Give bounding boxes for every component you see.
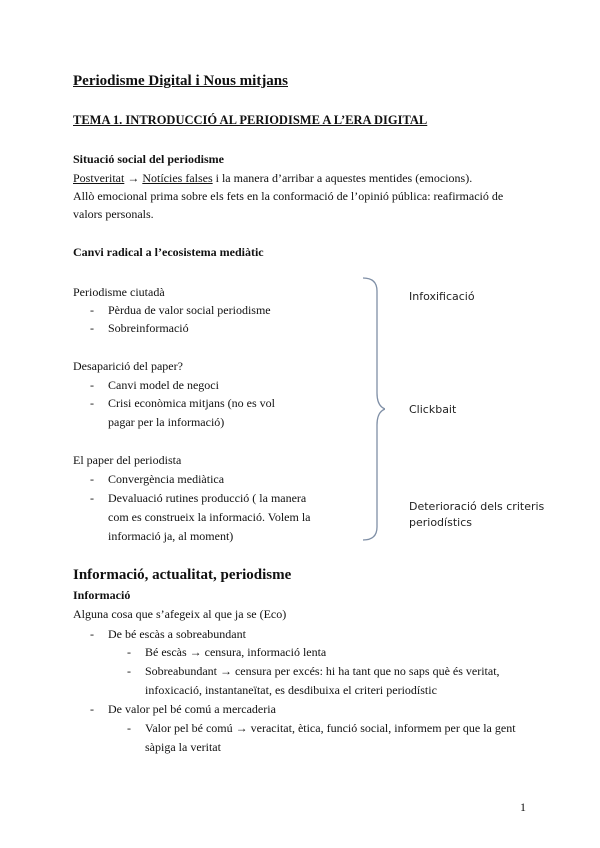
situacio-line-2: Allò emocional prima sobre els fets en la conformació de l’opinió pública: reafirmació de xyxy=(73,189,504,203)
informacio-main-heading: Informació, actualitat, periodisme xyxy=(73,567,292,583)
group1-title: Periodisme ciutadà xyxy=(73,285,165,299)
situacio-heading: Situació social del periodisme xyxy=(73,152,224,166)
bullet-dash: - xyxy=(90,491,94,505)
informacio-subheading: Informació xyxy=(73,588,131,602)
page-number: 1 xyxy=(520,800,526,814)
group3-item-2: Devaluació rutines producció ( la manera xyxy=(108,491,307,505)
side-note-infoxificacio: Infoxificació xyxy=(409,290,475,303)
group2-item-2-cont: pagar per la informació) xyxy=(108,415,225,429)
group3-item-2-cont: informació ja, al moment) xyxy=(108,529,234,543)
informacio-item-2: De valor pel bé comú a mercaderia xyxy=(108,702,276,716)
tema-heading: TEMA 1. INTRODUCCIÓ AL PERIODISME A L’ERA DIGITAL xyxy=(73,113,428,127)
canvi-heading: Canvi radical a l’ecosistema mediàtic xyxy=(73,245,264,259)
group3-item-1: Convergència mediàtica xyxy=(108,472,225,486)
situacio-line-3: valors personals. xyxy=(73,207,154,221)
bullet-dash: - xyxy=(90,321,94,335)
group2-item-2: Crisi econòmica mitjans (no es vol xyxy=(108,396,275,410)
side-note-deterioracio: Deterioració dels criteris xyxy=(409,500,545,513)
arrow-text: → xyxy=(124,171,143,185)
informacio-item-1: De bé escàs a sobreabundant xyxy=(108,627,246,641)
group1-item-1: Pèrdua de valor social periodisme xyxy=(108,303,271,317)
bullet-dash: - xyxy=(90,472,94,486)
curly-brace-icon xyxy=(355,275,385,545)
bullet-dash: - xyxy=(90,627,94,641)
bullet-dash: - xyxy=(90,396,94,410)
group3-item-2-cont: com es construeix la informació. Volem la xyxy=(108,510,311,524)
informacio-item-2-sub-1-cont: sàpiga la veritat xyxy=(145,740,221,754)
document-title: Periodisme Digital i Nous mitjans xyxy=(73,73,288,89)
informacio-item-1-sub-1: Bé escàs → censura, informació lenta xyxy=(145,645,327,659)
group2-item-1: Canvi model de negoci xyxy=(108,378,219,392)
informacio-item-1-sub-2-cont: infoxicació, instantaneïtat, es desdibuixa el criteri periodístic xyxy=(145,683,437,697)
noticies-falses-text: Notícies falses xyxy=(142,171,213,185)
group1-item-2: Sobreinformació xyxy=(108,321,189,335)
group3-title: El paper del periodista xyxy=(73,453,182,467)
side-note-periodistics: periodístics xyxy=(409,516,472,529)
bullet-dash: - xyxy=(90,303,94,317)
informacio-item-1-sub-2: Sobreabundant → censura per excés: hi ha tant que no saps què és veritat, xyxy=(145,664,500,678)
postveritat-text: Postveritat xyxy=(73,171,125,185)
situacio-line-1 xyxy=(73,171,472,186)
informacio-intro: Alguna cosa que s’afegeix al que ja se (Eco) xyxy=(73,607,287,621)
side-note-clickbait: Clickbait xyxy=(409,403,457,416)
bullet-dash: - xyxy=(127,721,131,735)
bullet-dash: - xyxy=(127,645,131,659)
bullet-dash: - xyxy=(127,664,131,678)
informacio-item-2-sub-1: Valor pel bé comú → veracitat, ètica, funció social, informem per que la gent xyxy=(145,721,516,735)
bullet-dash: - xyxy=(90,702,94,716)
bullet-dash: - xyxy=(90,378,94,392)
group2-title: Desaparició del paper? xyxy=(73,359,183,373)
situacio-line-1-rest: i la manera d’arribar a aquestes mentides (emocions). xyxy=(212,171,473,185)
